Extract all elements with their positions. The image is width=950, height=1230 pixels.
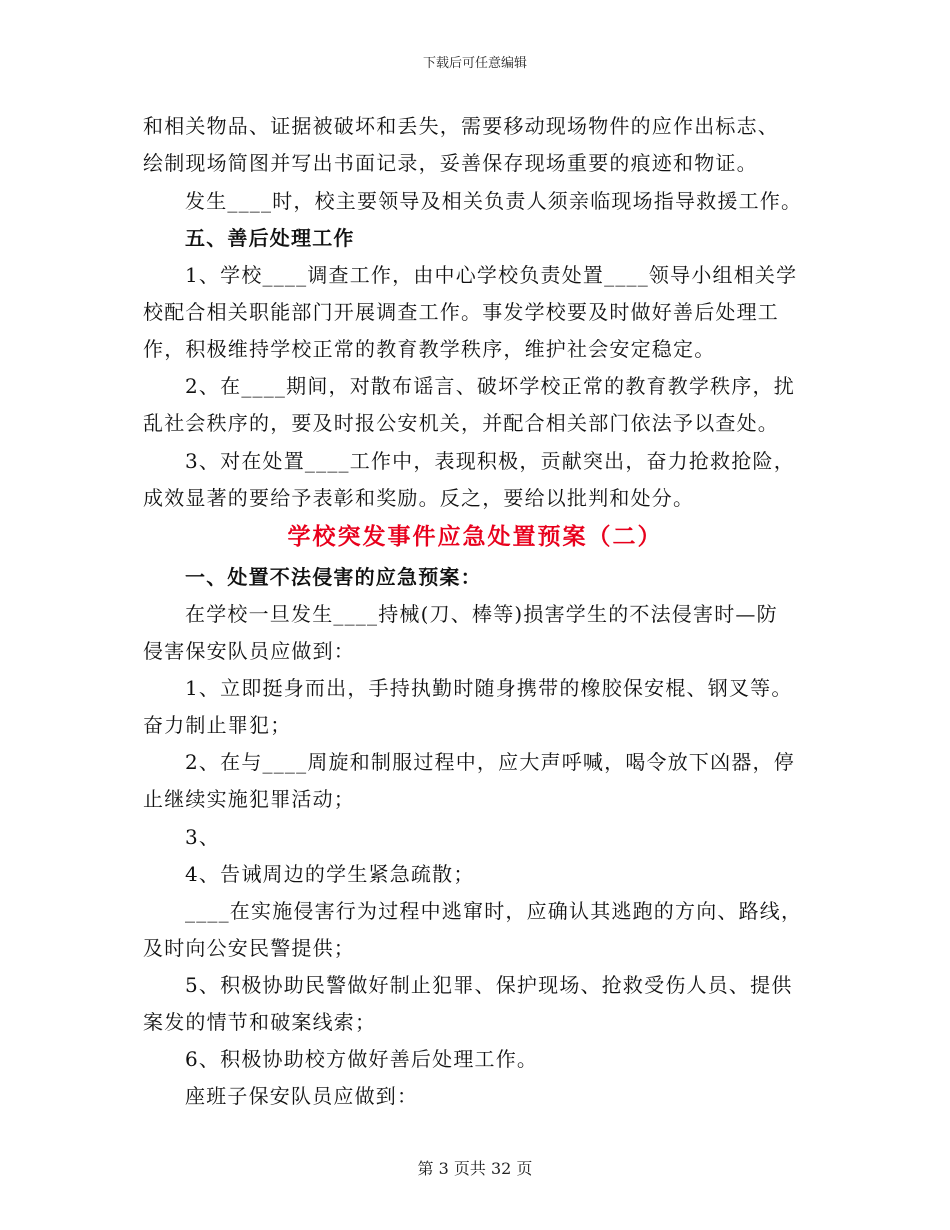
text-line: 成效显著的要给予表彰和奖励。反之，要给以批判和处分。 (143, 486, 695, 510)
text-line: ____在实施侵害行为过程中逃窜时，应确认其逃跑的方向、路线， (185, 899, 803, 923)
page-header: 下载后可任意编辑 (422, 56, 527, 71)
paragraph (143, 1078, 813, 1115)
paragraph (143, 819, 813, 856)
text-line: 2、在____期间，对散布谣言、破坏学校正常的教育教学秩序，扰 (185, 374, 795, 398)
paragraph (143, 1041, 813, 1078)
text-line: 5、积极协助民警做好制止犯罪、保护现场、抢救受伤人员、提供 (185, 973, 793, 997)
paragraph (143, 257, 813, 368)
paragraph (143, 856, 813, 893)
text-line: 4、告诫周边的学生紧急疏散； (185, 862, 475, 886)
paragraph (143, 183, 813, 220)
text-line: 在学校一旦发生____持械(刀、棒等)损害学生的不法侵害时—防 (185, 602, 778, 626)
paragraph (143, 893, 813, 967)
page-footer: 第 3 页共 32 页 (417, 1159, 533, 1178)
text-line: 绘制现场简图并写出书面记录，妥善保存现场重要的痕迹和物证。 (143, 151, 758, 175)
text-line: 3、对在处置____工作中，表现积极，贡献突出，奋力抢救抢险， (185, 449, 795, 473)
section-title: 学校突发事件应急处置预案（二） (287, 523, 663, 550)
section-heading (143, 559, 813, 596)
section-heading (143, 220, 813, 257)
paragraph (143, 108, 813, 182)
text-line: 3、 (185, 825, 221, 849)
text-line: 侵害保安队员应做到： (143, 639, 355, 663)
text-line: 一、处置不法侵害的应急预案： (185, 565, 482, 589)
paragraph (143, 443, 813, 517)
text-line: 作，积极维持学校正常的教育教学秩序，维护社会安定稳定。 (143, 337, 716, 361)
paragraph (143, 967, 813, 1041)
text-line: 案发的情节和破案线索； (143, 1010, 377, 1034)
text-line: 1、学校____调查工作，由中心学校负责处置____领导小组相关学 (185, 263, 798, 287)
paragraph (143, 596, 813, 670)
text-line: 1、立即挺身而出，手持执勤时随身携带的橡胶保安棍、钢叉等。 (185, 676, 793, 700)
text-line: 校配合相关职能部门开展调查工作。事发学校要及时做好善后处理工 (143, 300, 779, 324)
text-line: 2、在与____周旋和制服过程中，应大声呼喊，喝令放下凶器，停 (185, 750, 795, 774)
text-line: 奋力制止罪犯； (143, 713, 292, 737)
paragraph (143, 744, 813, 818)
text-line: 座班子保安队员应做到： (185, 1084, 419, 1108)
text-line: 及时向公安民警提供； (143, 936, 355, 960)
text-line: 乱社会秩序的，要及时报公安机关，并配合相关部门依法予以查处。 (143, 411, 779, 435)
text-line: 发生____时，校主要领导及相关负责人须亲临现场指导救援工作。 (185, 189, 803, 213)
paragraph (143, 670, 813, 744)
paragraph (143, 368, 813, 442)
text-line: 五、善后处理工作 (185, 226, 355, 250)
text-line: 和相关物品、证据被破坏和丢失，需要移动现场物件的应作出标志、 (143, 114, 779, 138)
text-line: 止继续实施犯罪活动； (143, 787, 355, 811)
text-line: 6、积极协助校方做好善后处理工作。 (185, 1047, 539, 1071)
